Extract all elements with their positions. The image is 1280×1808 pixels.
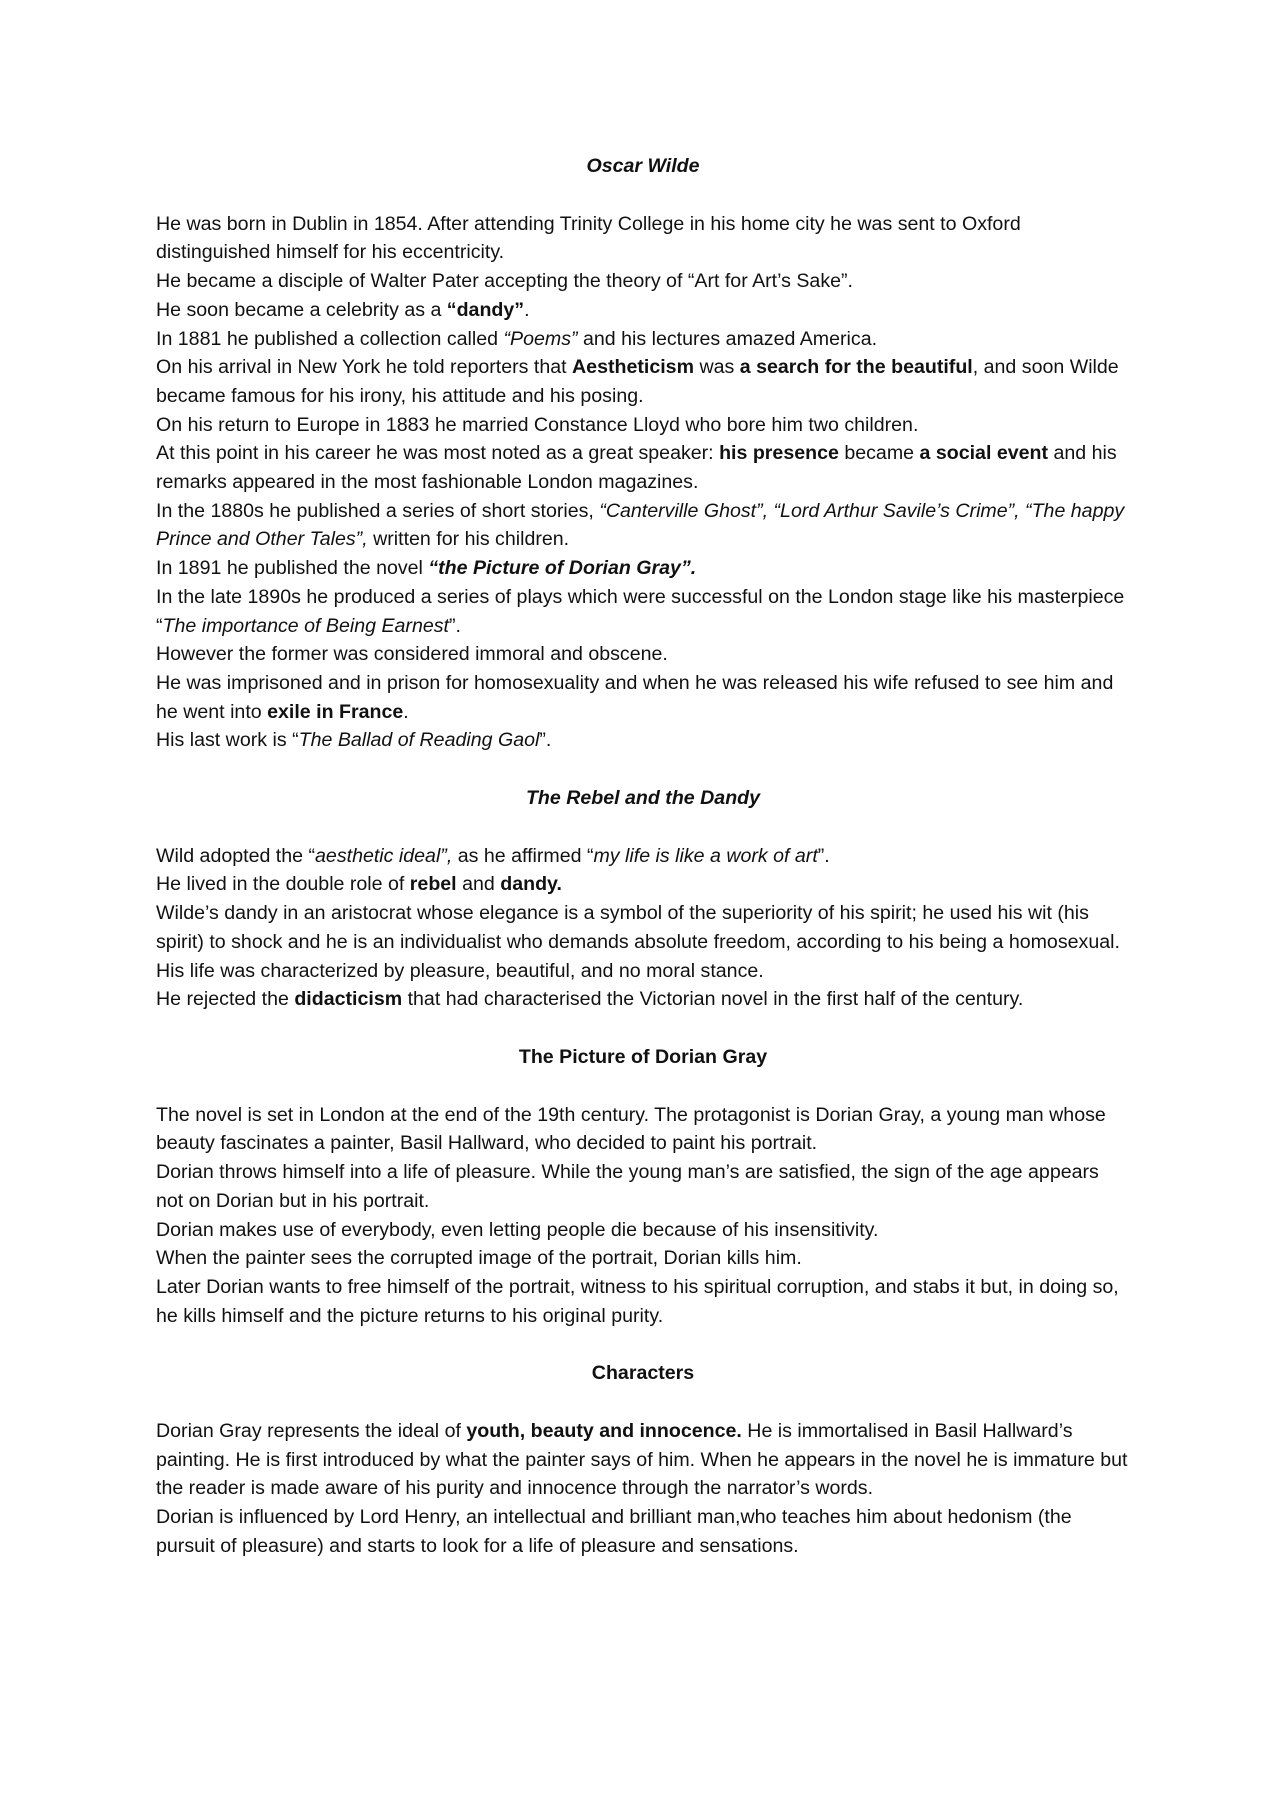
paragraph [156,1273,1130,1330]
paragraph [156,210,1130,267]
text-run: and his lectures amazed America. [577,327,878,350]
text-run: Dorian is influenced by Lord Henry, an intellectual and brilliant man,who teaches him about hedonism (the pursuit of pleasure) and starts to look for a life of pleasure and sensations. [156,1506,1072,1557]
section-title: Characters [591,1362,695,1385]
text-run: Wilde’s dandy in an aristocrat whose elegance is a symbol of the superiority of his spirit; he used his wit (his spirit) to shock and he is an individualist who demands absolute freedom, according to his being a homosexual. [156,902,1120,953]
paragraph [156,296,1130,325]
bold-text: “the Picture of Dorian Gray”. [428,557,697,580]
section-title: Oscar Wilde [586,155,700,177]
paragraph [156,325,1130,354]
text-run: and [456,873,501,896]
text-run: The novel is set in London at the end of the 19th century. The protagonist is Dorian Gray, a young man whose beauty fascinates a painter, Basil Hallward, who decided to paint his portrait. [156,1103,1106,1155]
text-run: . [524,298,530,321]
text-run: became [838,442,920,465]
paragraph [156,554,1130,583]
text-run: He rejected the [156,988,295,1011]
text-run: . [403,700,409,723]
bold-text: his presence [719,442,839,465]
paragraph [156,640,1130,669]
text-run: and his remarks appeared in the most fashionable London magazines. [156,442,1117,494]
italic-text: The Ballad of Reading Gaol [298,729,540,752]
text-run: , and soon Wilde became famous for his irony, his attitude and his posing. [156,356,1119,407]
text-run: Later Dorian wants to free himself of the portrait, witness to his spiritual corruption, and stabs it but, in doing so, he kills himself and the picture returns to his original purity. [156,1275,1119,1327]
text-run: Dorian throws himself into a life of pleasure. While the young man’s are satisfied, the sign of the age appears not on Dorian but in his portrait. [156,1161,1099,1212]
bold-text: didacticism [294,988,403,1011]
section-title: The Picture of Dorian Gray [518,1045,768,1068]
text-run: that had characterised the Victorian novel in the first half of the century. [402,988,1024,1011]
section-body [156,842,1130,1014]
paragraph [156,1101,1130,1158]
paragraph [156,957,1130,986]
text-run: was [694,356,740,379]
text-run: When the painter sees the corrupted image of the portrait, Dorian kills him. [156,1247,802,1270]
text-run: ”. [817,844,830,867]
paragraph [156,985,1130,1014]
text-run: In the late 1890s he produced a series of plays which were successful on the London stage like his masterpiece “ [156,585,1125,637]
text-run: On his arrival in New York he told reporters that [156,356,573,379]
bold-text: a social event [919,442,1049,465]
text-run: In 1881 he published a collection called [156,327,504,350]
text-run: as he affirmed “ [452,844,594,867]
text-run: He soon became a celebrity as a [156,298,447,321]
text-run: In 1891 he published the novel [156,557,429,580]
text-run: On his return to Europe in 1883 he married Constance Lloyd who bore him two children. [156,413,919,436]
text-run: ”. [448,614,461,637]
paragraph [156,1244,1130,1273]
text-run: He lived in the double role of [156,873,410,896]
text-run: Dorian makes use of everybody, even letting people die because of his insensitivity. [156,1218,879,1241]
paragraph [156,1417,1130,1503]
paragraph [156,439,1130,496]
text-run: At this point in his career he was most noted as a great speaker: [156,442,720,465]
italic-text: aesthetic ideal”, [315,844,453,867]
paragraph [156,1216,1130,1245]
section-title: The Rebel and the Dandy [525,787,761,810]
paragraph [156,583,1130,640]
italic-text: my life is like a work of art [593,844,818,867]
text-run: He is immortalised in Basil Hallward’s painting. He is first introduced by what the painter says of him. When he appears in the novel he is immature but the reader is made aware of his purity and innocence through the narrator’s words. [156,1420,1128,1500]
bold-text: dandy. [500,873,562,896]
paragraph [156,353,1130,410]
text-run: Wild adopted the “ [156,844,316,867]
bold-text: a search for the beautiful [739,356,973,379]
bold-text: rebel [409,873,457,896]
paragraph [156,497,1130,554]
text-run: written for his children. [367,528,570,551]
section-body [156,1101,1130,1331]
text-run: His last work is “ [156,729,299,752]
italic-text: The importance of Being Earnest [162,614,449,637]
paragraph [156,726,1130,755]
paragraph [156,899,1130,956]
paragraph [156,1158,1130,1215]
text-run: His life was characterized by pleasure, beautiful, and no moral stance. [156,959,764,982]
paragraph [156,870,1130,899]
paragraph [156,1503,1130,1560]
paragraph [156,267,1130,296]
bold-text: “dandy” [446,298,525,321]
section-body [156,210,1130,755]
bold-text: exile in France [267,700,404,723]
paragraph [156,411,1130,440]
text-run: ”. [539,729,552,752]
text-run: Dorian Gray represents the ideal of [156,1420,467,1443]
section-body [156,1417,1130,1561]
text-run: He became a disciple of Walter Pater accepting the theory of “Art for Art’s Sake”. [156,270,853,293]
italic-text: “Canterville Ghost”, “Lord Arthur Savile’s Crime”, “The happy Prince and Other Tales”, [156,499,1125,551]
bold-text: Aestheticism [572,356,694,379]
text-run: However the former was considered immoral and obscene. [156,643,668,666]
bold-text: youth, beauty and innocence. [466,1420,742,1443]
paragraph [156,842,1130,871]
text-run: He was imprisoned and in prison for homosexuality and when he was released his wife refused to see him and he went into [156,671,1114,723]
text-run: In the 1880s he published a series of short stories, [156,499,600,522]
text-run: He was born in Dublin in 1854. After attending Trinity College in his home city he was sent to Oxford distinguished himself for his eccentricity. [156,212,1021,264]
paragraph [156,669,1130,726]
italic-text: “Poems” [503,327,578,350]
